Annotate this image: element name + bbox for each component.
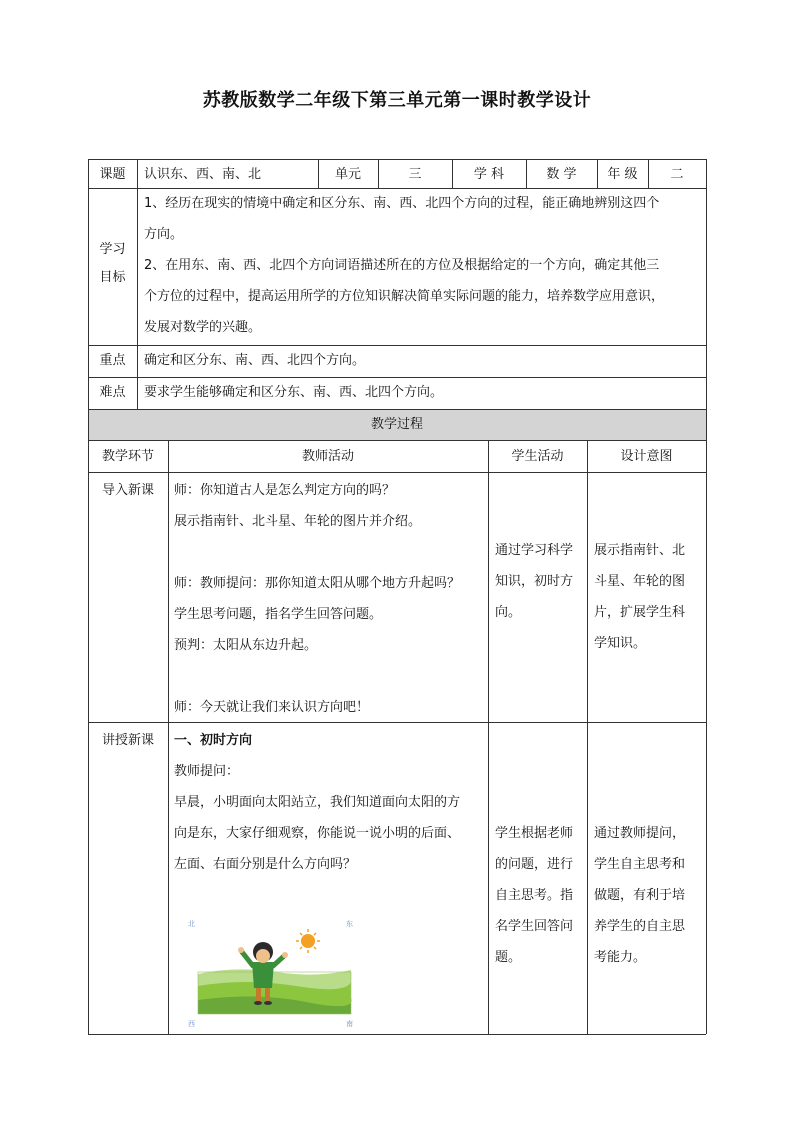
unit-label: 单元 <box>334 167 361 182</box>
grade-label: 年 级 <box>607 167 638 182</box>
text-line: 展示指南针、北斗星、年轮的图片并介绍。 <box>174 514 422 529</box>
grid-line <box>88 472 706 473</box>
grid-line <box>168 440 169 1034</box>
teacher-activity-intro <box>174 475 486 723</box>
design-intent-new-lesson <box>594 818 706 973</box>
text-line: 教师提问： <box>174 764 240 779</box>
objective-line: 发展对数学的兴趣。 <box>144 320 262 335</box>
text-line: 名学生回答问 <box>495 919 574 934</box>
objective-line: 方向。 <box>144 227 184 242</box>
text-line: 题。 <box>495 950 522 965</box>
text-line: 的问题，进行 <box>495 857 574 872</box>
difficulty-value: 要求学生能够确定和区分东、南、西、北四个方向。 <box>144 385 444 400</box>
text-line: 考能力。 <box>594 950 647 965</box>
text-line: 学生思考问题，指名学生回答问题。 <box>174 607 383 622</box>
text-line: 预判：太阳从东边升起。 <box>174 638 318 653</box>
text-line: 师：你知道古人是怎么判定方向的吗？ <box>174 483 396 498</box>
text-line: 通过学习科学 <box>495 543 574 558</box>
objective-line: 1、经历在现实的情境中确定和区分东、南、西、北四个方向的过程，能正确地辨别这四个 <box>144 196 660 211</box>
column-header-stage: 教学环节 <box>101 449 154 464</box>
compass-label-north: 北 <box>188 920 195 928</box>
text-line: 通过教师提问， <box>594 826 686 841</box>
objectives-text <box>144 188 702 343</box>
boy-facing-sun-illustration <box>186 914 356 1029</box>
grid-line <box>88 1034 706 1035</box>
objectives-label-line2: 目标 <box>99 270 126 285</box>
objective-line: 个方位的过程中，提高运用所学的方位知识解决简单实际问题的能力，培养数学应用意识， <box>144 289 665 304</box>
text-line: 左面、右面分别是什么方向吗？ <box>174 857 357 872</box>
section-heading: 一、初时方向 <box>174 733 253 748</box>
text-line: 向。 <box>495 605 522 620</box>
subject-label: 学 科 <box>473 167 505 182</box>
compass-label-east: 东 <box>346 920 353 928</box>
text-line: 知识，初时方 <box>495 574 574 589</box>
text-line: 学知识。 <box>594 636 647 651</box>
key-point-value: 确定和区分东、南、西、北四个方向。 <box>144 353 366 368</box>
text-line: 学生根据老师 <box>495 826 574 841</box>
text-line: 展示指南针、北 <box>594 543 686 558</box>
column-header-student: 学生活动 <box>511 449 564 464</box>
subject-value: 数 学 <box>546 167 577 182</box>
student-activity-new-lesson <box>495 818 587 973</box>
stage-new-lesson: 讲授新课 <box>101 733 154 748</box>
student-activity-intro <box>495 535 587 628</box>
compass-label-west: 西 <box>188 1020 195 1028</box>
text-line: 向是东，大家仔细观察，你能说一说小明的后面、 <box>174 826 461 841</box>
column-header-teacher: 教师活动 <box>301 449 354 464</box>
difficulty-label: 难点 <box>99 385 126 400</box>
text-line: 师：今天就让我们来认识方向吧！ <box>174 700 370 715</box>
text-line: 师：教师提问：那你知道太阳从哪个地方升起吗？ <box>174 576 461 591</box>
grade-value: 二 <box>670 167 684 182</box>
text-line: 自主思考。指 <box>495 888 574 903</box>
sun-icon <box>296 929 320 953</box>
text-line: 学生自主思考和 <box>594 857 686 872</box>
key-point-label: 重点 <box>99 353 126 368</box>
objectives-label-line1: 学习 <box>99 242 126 257</box>
design-intent-intro <box>594 535 706 659</box>
objective-line: 2、在用东、南、西、北四个方向词语描述所在的方位及根据给定的一个方向，确定其他三 <box>144 258 660 273</box>
field-illustration <box>198 969 351 1014</box>
lesson-value: 认识东、西、南、北 <box>144 167 262 182</box>
page-title: 苏教版数学二年级下第三单元第一课时教学设计 <box>202 90 592 111</box>
text-line: 早晨，小明面向太阳站立，我们知道面向太阳的方 <box>174 795 461 810</box>
column-header-intent: 设计意图 <box>620 449 673 464</box>
grid-line <box>137 159 138 409</box>
lesson-label: 课题 <box>99 167 126 182</box>
stage-intro: 导入新课 <box>101 483 154 498</box>
compass-label-south: 南 <box>346 1020 353 1028</box>
text-line <box>174 661 486 692</box>
grid-line <box>488 440 489 1034</box>
text-line <box>174 537 486 568</box>
process-heading: 教学过程 <box>370 417 423 432</box>
text-line: 养学生的自主思 <box>594 919 686 934</box>
grid-line <box>706 159 707 1034</box>
unit-value: 三 <box>408 167 422 182</box>
text-line: 斗星、年轮的图 <box>594 574 686 589</box>
grid-line <box>587 440 588 1034</box>
text-line: 片，扩展学生科 <box>594 605 686 620</box>
text-line: 做题，有利于培 <box>594 888 686 903</box>
teacher-activity-new-lesson <box>174 725 486 880</box>
